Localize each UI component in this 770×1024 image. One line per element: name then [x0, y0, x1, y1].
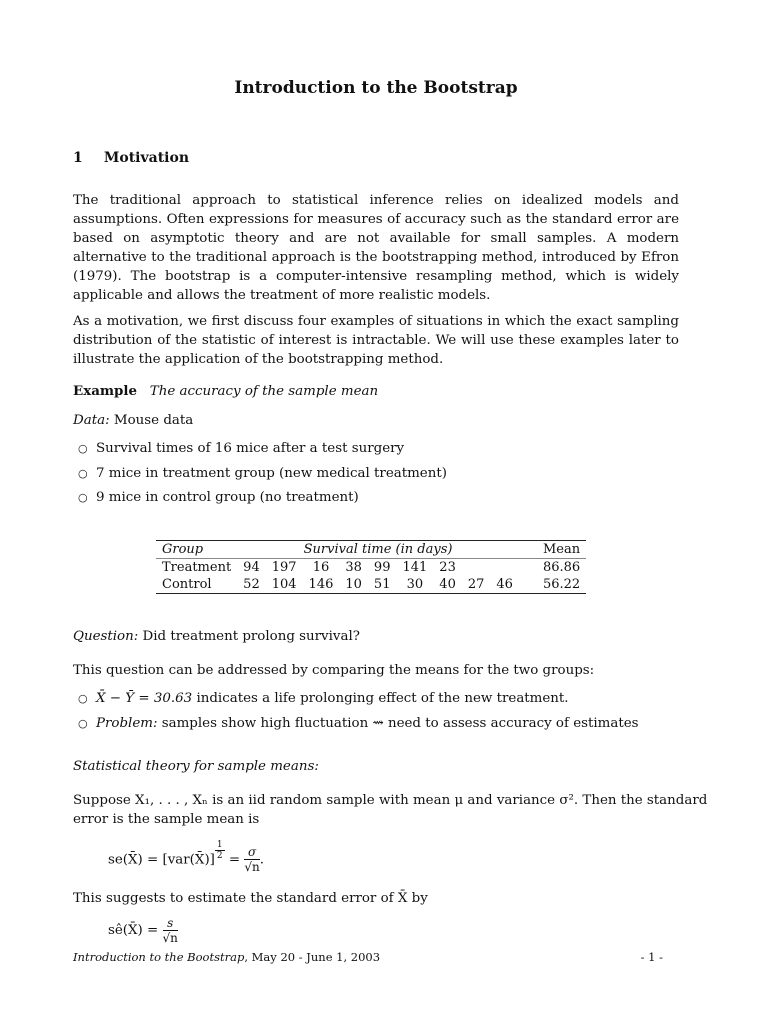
list-item: ○ 9 mice in control group (no treatment) — [78, 490, 359, 505]
footer-title: Introduction to the Bootstrap — [73, 950, 245, 964]
example-title: The accuracy of the sample mean — [149, 384, 379, 399]
mean-difference: X̄ − Ȳ = 30.63 — [96, 691, 193, 706]
mouse-data-table — [156, 540, 586, 594]
paragraph-motivation: As a motivation, we first discuss four examples of situations in which the exact sampling distribution of the statistic of interest is intractable. We will use these examples later to illustrate the application of the bootstrapping method. — [73, 314, 679, 367]
section-heading — [73, 150, 189, 166]
question-text: Did treatment prolong survival? — [142, 629, 360, 644]
section-number: 1 — [73, 150, 83, 166]
question-label: Question: — [73, 629, 139, 644]
suppose-line-2: error is the sample mean is — [73, 812, 260, 827]
data-label: Data: — [73, 413, 110, 428]
paragraph-intro: The traditional approach to statistical inference relies on idealized models and assumptions. Often expressions for measures of accuracy such as the standard error are based on asymptotic theory and are not available for small samples. A modern alternative to the traditional approach is the bootstrapping method, introduced by Efron (1979). The bootstrap is a computer-intensive resampling method, which is widely applicable and allows the treatment of more realistic models. — [73, 193, 679, 303]
section-title: Motivation — [103, 150, 190, 166]
page-number: - 1 - — [640, 950, 663, 964]
data-line — [73, 413, 193, 428]
theory-heading: Statistical theory for sample means: — [73, 759, 319, 774]
question-line — [73, 629, 360, 644]
list-item: ○ Survival times of 16 mice after a test surgery — [78, 441, 405, 456]
list-item: ○ X̄ − Ȳ = 30.63 indicates a life prolonging effect of the new treatment. — [78, 691, 569, 706]
list-item: ○ Problem: samples show high fluctuation ⇝ need to assess accuracy of estimates — [78, 716, 639, 731]
bullet-icon: ○ — [78, 491, 88, 504]
formula-estimated-se: sê(X̄) = $\frac{s}{√n}$ — [108, 916, 178, 945]
page-title: Introduction to the Bootstrap — [234, 78, 518, 98]
data-text: Mouse data — [113, 413, 194, 428]
header-group: Group — [156, 541, 237, 559]
example-heading — [73, 383, 378, 399]
bullet-icon: ○ — [78, 692, 88, 705]
address-line: This question can be addressed by comparing the means for the two groups: — [73, 663, 595, 678]
bullet-icon: ○ — [78, 467, 88, 480]
suggest-line: This suggests to estimate the standard error of X̄ by — [73, 891, 428, 906]
formula-standard-error: se(X̄) = [var(X̄)] $\frac{1}{2}$ = $\frac{\sigma}{√n}$ . — [108, 840, 265, 875]
footer-dates: , May 20 - June 1, 2003 — [244, 950, 381, 964]
bullet-icon: ○ — [78, 717, 88, 730]
header-mean: Mean — [519, 541, 586, 559]
header-survival: Survival time (in days) — [237, 541, 519, 559]
table-row: Treatment 94 197 16 38 99 141 23 86.86 — [162, 560, 581, 575]
page-footer — [73, 950, 663, 964]
bullet-icon: ○ — [78, 442, 88, 455]
table-row: Control 52 104 146 10 51 30 40 27 46 56.22 — [156, 576, 586, 594]
list-item: ○ 7 mice in treatment group (new medical treatment) — [78, 466, 447, 481]
suppose-line-1: Suppose X₁, . . . , Xₙ is an iid random sample with mean μ and variance σ². Then the standard — [73, 793, 708, 808]
example-label: Example — [73, 383, 138, 399]
table-header-row — [156, 541, 586, 559]
